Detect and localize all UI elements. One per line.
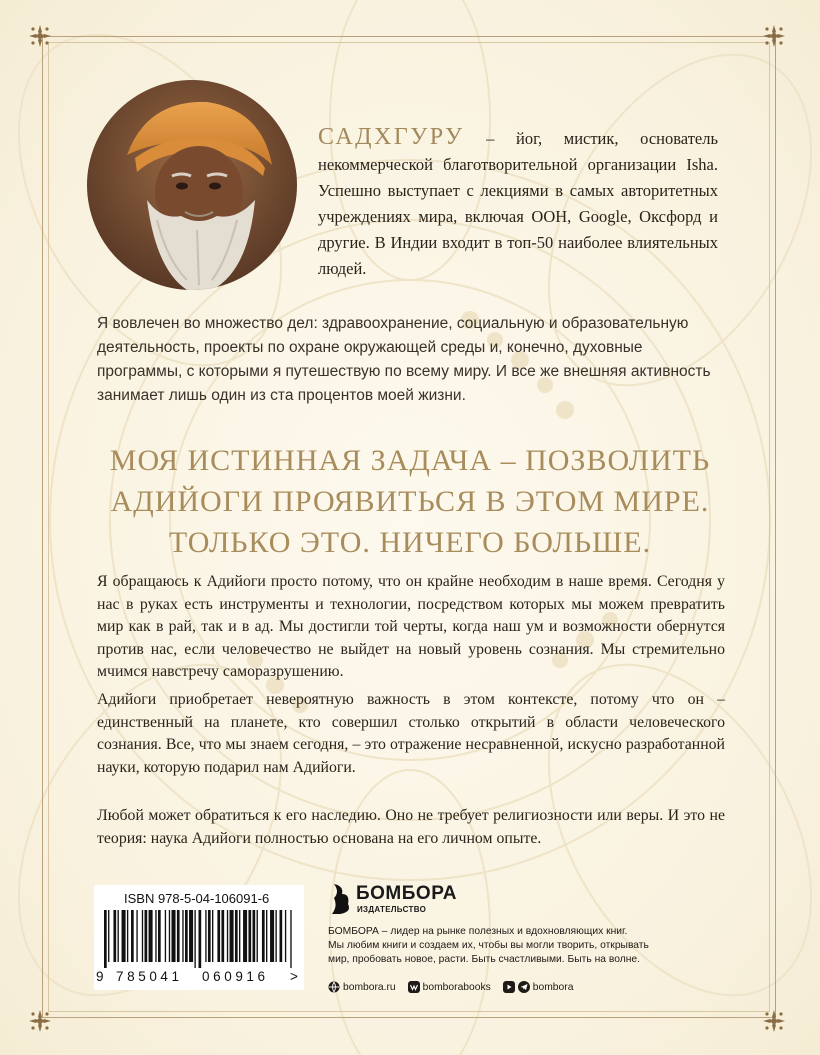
social-yt-tg-label: bombora	[532, 981, 574, 993]
publisher-logo	[328, 880, 468, 920]
barcode-bar	[169, 910, 170, 962]
barcode-bar	[155, 910, 156, 962]
barcode-bar	[230, 910, 234, 962]
barcode-bar	[104, 910, 107, 968]
barcode-bar	[199, 910, 202, 968]
barcode-arrow: >	[290, 969, 298, 984]
barcode-bar	[182, 910, 183, 962]
corner-ornament-icon	[29, 25, 51, 47]
barcode-bar	[108, 910, 109, 962]
barcode-bar	[217, 910, 220, 962]
barcode-bar	[127, 910, 128, 962]
barcode-digit-first: 9	[96, 969, 104, 984]
corner-ornament-icon	[763, 1010, 785, 1032]
publisher-socials	[328, 979, 728, 995]
barcode-bar	[262, 910, 265, 962]
headline-line: МОЯ ИСТИННАЯ ЗАДАЧА – ПОЗВОЛИТЬ	[109, 444, 711, 477]
headline-line: АДИЙОГИ ПРОЯВИТЬСЯ В ЭТОМ МИРЕ.	[110, 485, 710, 518]
barcode-bar	[257, 910, 258, 962]
author-portrait	[87, 80, 297, 290]
barcode-bar	[118, 910, 119, 962]
barcode-bars	[102, 910, 297, 968]
barcode-bar	[177, 910, 180, 962]
body-paragraph: Адийоги приобретает невероятную важность в этом контексте, потому что он – единственный на планете, кто совершил столько открытий в области человеческого сознания. Все, что мы знаем сегодня, – это отражение несравненной, искусно разработанной науки, которую подарил нам Адийоги.	[97, 691, 725, 776]
barcode-bar	[172, 910, 176, 962]
publisher-description	[328, 925, 728, 968]
barcode-bar	[275, 910, 276, 962]
barcode-bar	[239, 910, 240, 962]
publisher-line: Мы любим книги и создаем их, чтобы вы могли творить, открывать	[328, 940, 649, 952]
barcode-bar	[189, 910, 193, 962]
barcode-bar	[122, 910, 126, 962]
barcode-bar	[136, 910, 137, 962]
barcode-bar	[280, 910, 283, 962]
social-site[interactable]	[328, 981, 396, 993]
corner-ornament-icon	[763, 25, 785, 47]
barcode-bar	[248, 910, 251, 962]
barcode-bar	[113, 910, 116, 962]
barcode-bar	[194, 910, 195, 968]
social-vk[interactable]	[408, 981, 491, 993]
social-vk-label: bomborabooks	[422, 981, 491, 993]
social-site-label: bombora.ru	[343, 981, 396, 993]
body-paragraph: Я обращаюсь к Адийоги просто потому, что он крайне необходим в наше время. Сегодня у нас в руках есть инструменты и технологии, посредством которых мы можем превратить мир как в рай, так и в ад. Мы достигли той черты, когда наш ум и возможности обернутся против нас, если человечество не выйдет на новый уровень сознания. Мы стремительно мчимся навстречу саморазрушению.	[97, 573, 725, 681]
barcode-bar	[208, 910, 211, 962]
barcode-bar	[165, 910, 166, 962]
barcode-bar	[270, 910, 274, 962]
headline-quote	[90, 440, 730, 563]
headline-line: ТОЛЬКО ЭТО. НИЧЕГО БОЛЬШЕ.	[168, 526, 652, 559]
barcode-digits-right: 060916	[202, 969, 269, 984]
barcode-bar	[185, 910, 188, 962]
barcode-bar	[243, 910, 247, 962]
barcode-digits-left: 785041	[116, 969, 183, 984]
globe-icon	[328, 981, 340, 993]
barcode-bar	[131, 910, 134, 962]
barcode-digits	[94, 969, 304, 987]
barcode	[94, 885, 304, 990]
barcode-bar	[142, 910, 143, 962]
barcode-bar	[290, 910, 291, 968]
vk-icon	[408, 981, 420, 993]
author-name: САДХГУРУ	[318, 124, 465, 150]
social-yt-tg[interactable]	[503, 981, 574, 993]
publisher-subtitle: ИЗДАТЕЛЬСТВО	[357, 905, 427, 914]
youtube-icon	[503, 981, 515, 993]
barcode-bar	[212, 910, 213, 962]
barcode-bar	[149, 910, 153, 962]
telegram-icon	[518, 981, 530, 993]
barcode-bar	[205, 910, 206, 962]
barcode-bar	[253, 910, 256, 962]
barcode-bar	[145, 910, 148, 962]
intro-paragraph: Я вовлечен во множество дел: здравоохранение, социальную и образовательную деятельность, проекты по охране окружающей среды и, конечно, духовные программы, с которыми я путешествую по всему миру. И все же внешняя активность занимает лишь один из ста процентов моей жизни.	[97, 315, 711, 404]
body-paragraph: Любой может обратиться к его наследию. Оно не требует религиозности или веры. И это не теория: наука Адийоги полностью основана на его личном опыте.	[97, 807, 725, 847]
isbn-text: ISBN 978-5-04-106091-6	[124, 891, 270, 906]
author-bio-text: – йог, мистик, основатель некоммерческой благотворительной организации Isha. Успешно выступает с лекциями в самых авторитетных учреждениях мира, включая ООН, Google, Оксфорд и другие. В Индии входит в топ-50 наиболее влиятельных людей.	[318, 129, 718, 278]
barcode-bar	[158, 910, 161, 962]
publisher-line: мир, пробовать новое, расти. Быть счастливыми. Быть на волне.	[328, 954, 641, 966]
barcode-bar	[235, 910, 238, 962]
barcode-bar	[266, 910, 267, 962]
corner-ornament-icon	[29, 1010, 51, 1032]
publisher-logo-icon	[330, 882, 352, 916]
barcode-bar	[221, 910, 224, 962]
publisher-line: БОМБОРА – лидер на рынке полезных и вдохновляющих книг.	[328, 926, 628, 937]
barcode-bar	[285, 910, 286, 962]
author-bio	[318, 124, 718, 282]
publisher-name: БОМБОРА	[356, 883, 457, 904]
barcode-bar	[227, 910, 228, 962]
